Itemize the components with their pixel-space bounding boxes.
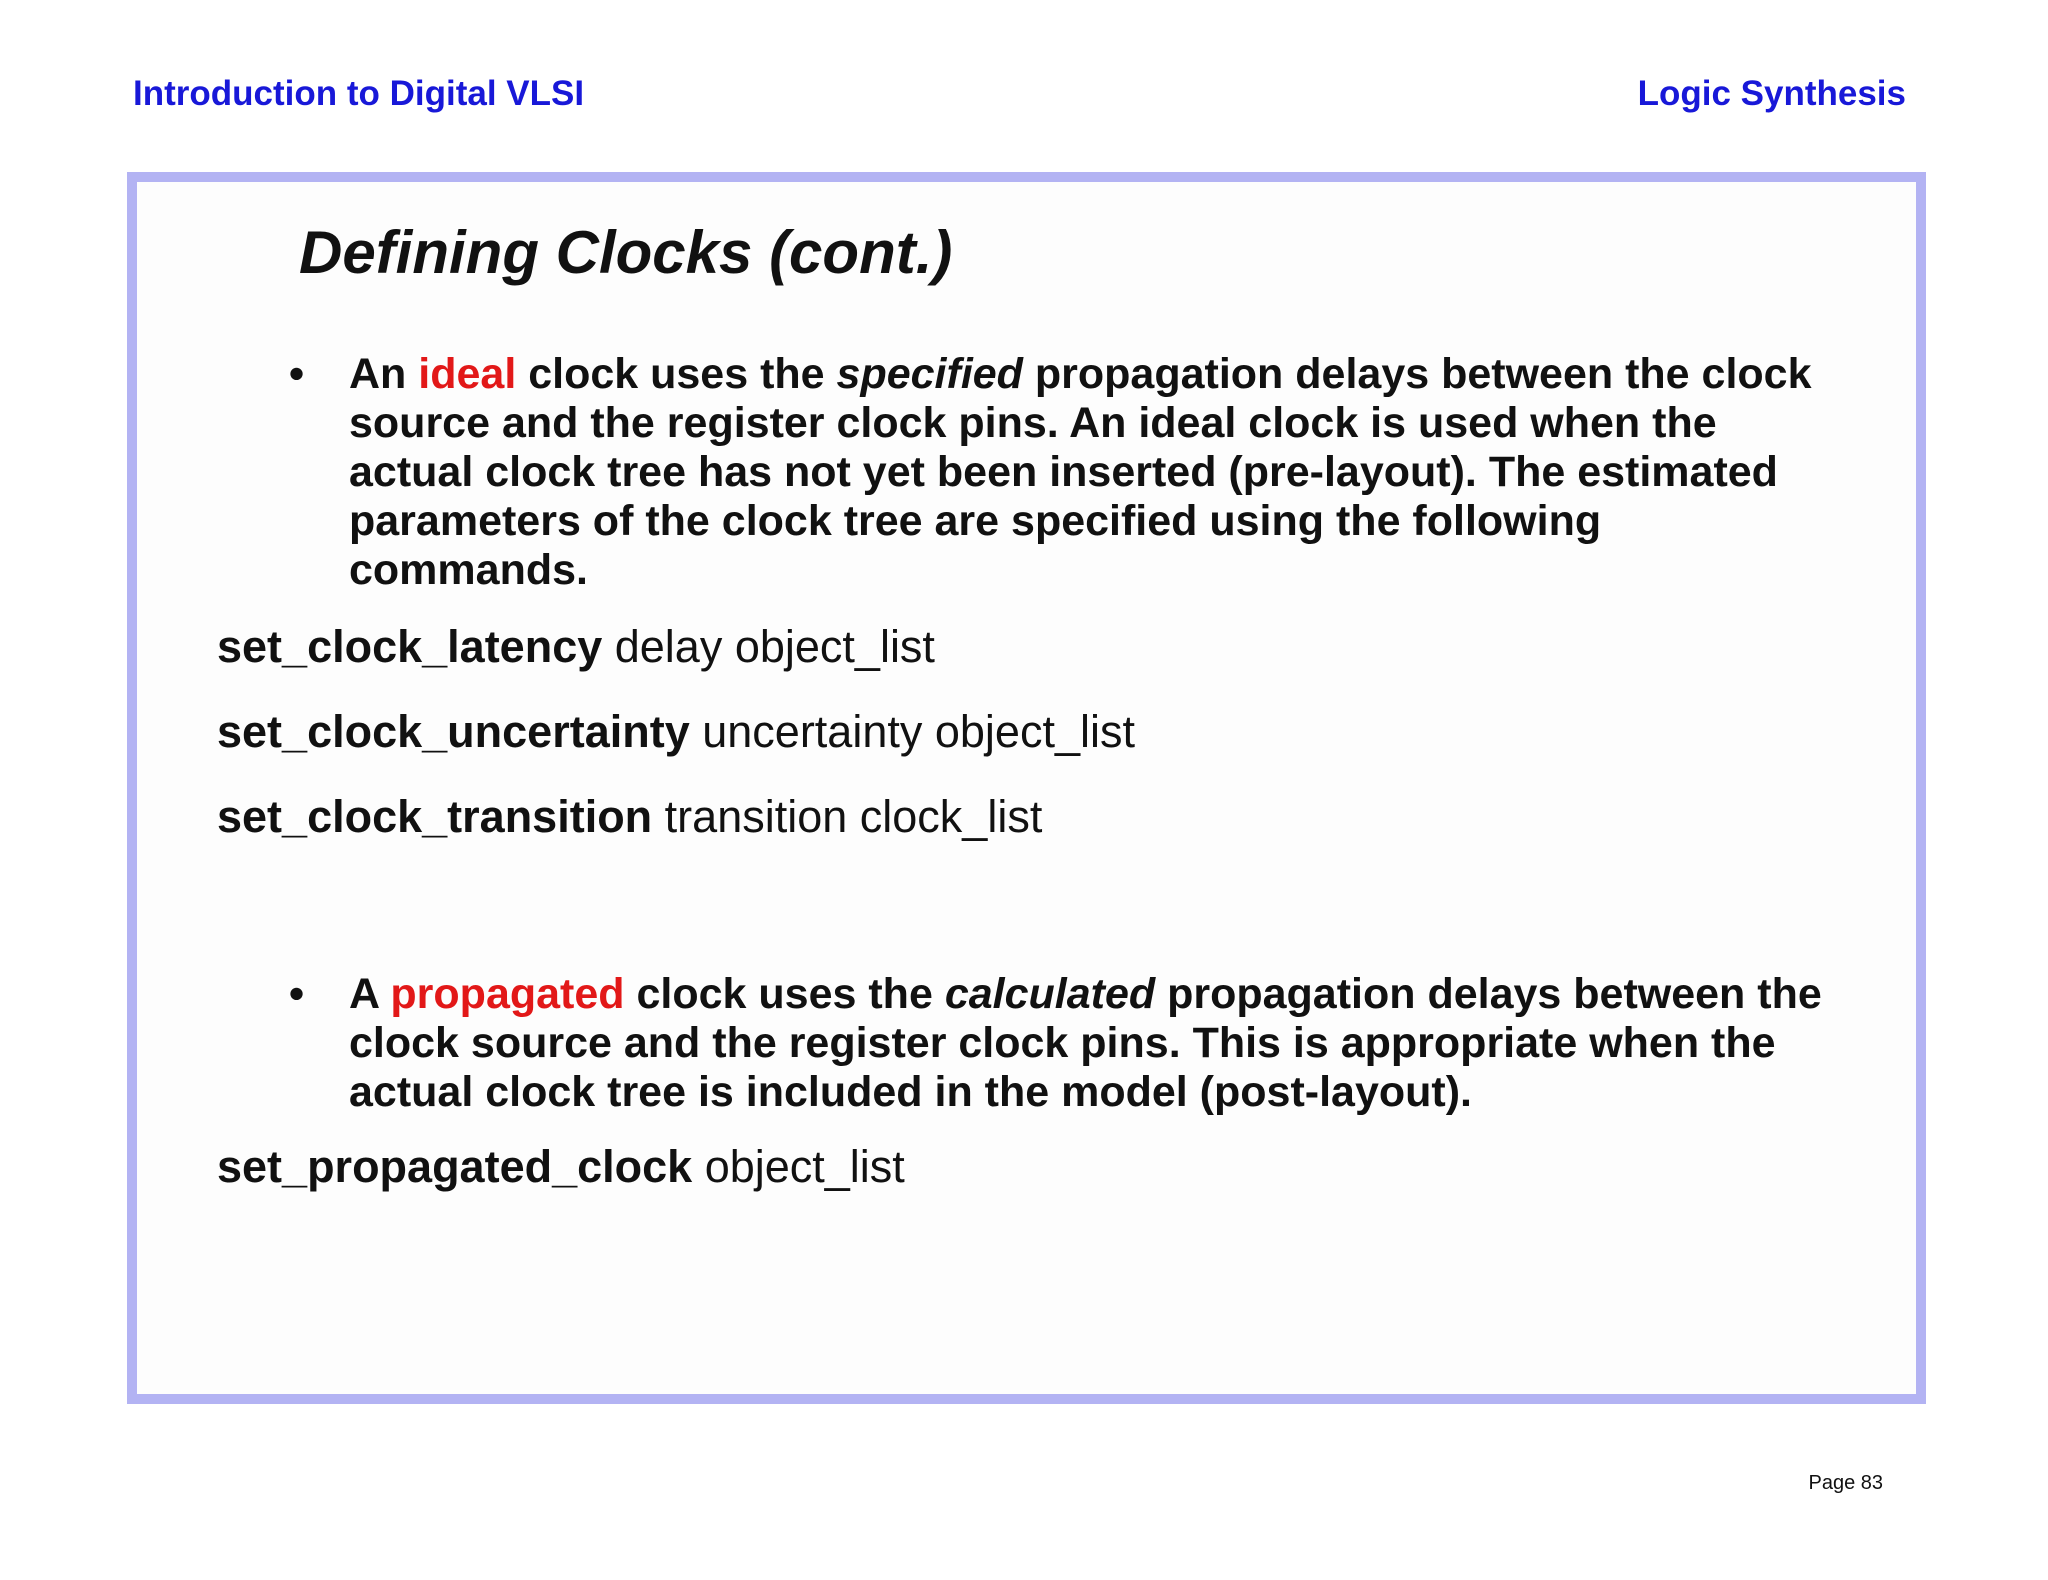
emphasis-term: specified <box>836 350 1023 398</box>
slide-frame <box>127 172 1926 1404</box>
section-title: Logic Synthesis <box>1637 74 1906 113</box>
highlight-term: ideal <box>418 350 517 398</box>
emphasis-term: calculated <box>944 970 1156 1018</box>
command-line <box>217 707 1135 757</box>
highlight-term: propagated <box>390 970 625 1018</box>
bullet-text: A propagated clock uses the calculated propagation delays between the clock source and the register clock pins. This is appropriate when the actual clock tree is included in the model (post-layout). <box>349 970 1822 1116</box>
bullet-propagated-clock <box>289 970 1829 1117</box>
command-name: set_clock_latency <box>217 621 603 672</box>
command-args: transition clock_list <box>652 791 1043 842</box>
command-name: set_clock_transition <box>217 791 653 842</box>
command-name: set_clock_uncertainty <box>217 706 690 757</box>
command-line <box>217 1142 905 1192</box>
bullet-ideal-clock <box>289 350 1829 595</box>
bullet-icon: • <box>289 970 305 1018</box>
command-args: delay object_list <box>602 621 935 672</box>
command-name: set_propagated_clock <box>217 1141 693 1192</box>
slide-title: Defining Clocks (cont.) <box>299 219 953 286</box>
page-number: Page 83 <box>1808 1472 1883 1494</box>
course-title: Introduction to Digital VLSI <box>133 74 585 113</box>
command-args: object_list <box>692 1141 905 1192</box>
bullet-text: An ideal clock uses the specified propagation delays between the clock source and the register clock pins. An ideal clock is used when the actual clock tree has not yet been inserted (pre-layout). The estimated parameters of the clock tree are specified using the following commands. <box>349 350 1812 594</box>
command-line <box>217 792 1042 842</box>
bullet-icon: • <box>289 350 305 398</box>
command-line <box>217 622 935 672</box>
command-args: uncertainty object_list <box>689 706 1135 757</box>
